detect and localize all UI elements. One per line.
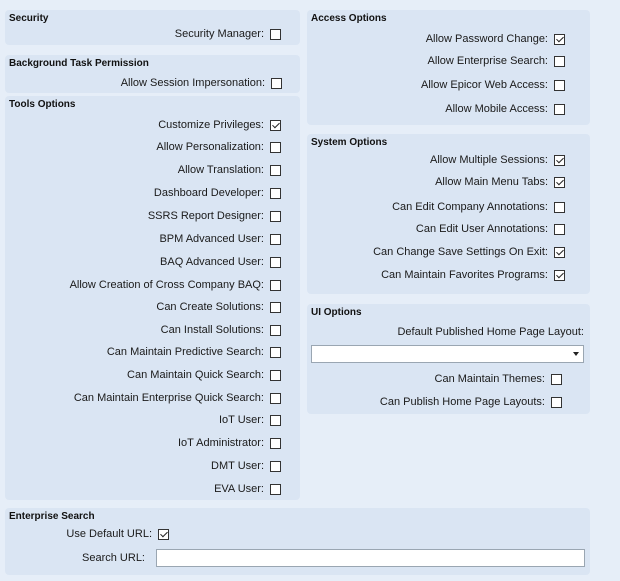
chevron-down-icon[interactable] [573,352,579,356]
can-maintain-themes-label: Can Maintain Themes: [434,373,545,385]
access-options-title: Access Options [311,13,387,24]
background-task-title: Background Task Permission [9,58,149,69]
tools-row [0,436,281,450]
allow-password-change-label: Allow Password Change: [425,33,548,45]
access-row [0,102,565,116]
can-maintain-favorites-programs-label: Can Maintain Favorites Programs: [381,269,548,281]
can-edit-company-annotations-checkbox[interactable] [554,202,565,213]
can-publish-home-page-layouts-checkbox[interactable] [551,397,562,408]
system-row [0,153,565,167]
default-layout-combo[interactable] [311,345,584,363]
can-maintain-quick-search-label: Can Maintain Quick Search: [127,369,264,381]
eva-user-checkbox[interactable] [270,484,281,495]
bpm-advanced-user-label: BPM Advanced User: [159,233,264,245]
layout-label-row [307,325,584,339]
eva-user-label: EVA User: [214,483,264,495]
use-default-url-checkbox[interactable] [158,529,169,540]
can-create-solutions-label: Can Create Solutions: [156,301,264,313]
ui-row [0,372,562,386]
tools-row [0,345,281,359]
ui-options-title: UI Options [311,307,362,318]
customize-privileges-checkbox[interactable] [270,120,281,131]
allow-multiple-sessions-checkbox[interactable] [554,155,565,166]
tools-row [0,323,281,337]
dmt-user-checkbox[interactable] [270,461,281,472]
allow-epicor-web-access-checkbox[interactable] [554,80,565,91]
enterprise-search-title: Enterprise Search [9,511,95,522]
tools-row [0,300,281,314]
baq-advanced-user-label: BAQ Advanced User: [160,256,264,268]
dashboard-developer-checkbox[interactable] [270,188,281,199]
allow-personalization-checkbox[interactable] [270,142,281,153]
allow-mobile-access-checkbox[interactable] [554,104,565,115]
tools-row [0,413,281,427]
allow-translation-label: Allow Translation: [177,164,264,176]
default-layout-label: Default Published Home Page Layout: [397,326,584,338]
allow-mobile-access-label: Allow Mobile Access: [445,103,548,115]
system-row [0,175,565,189]
iot-administrator-checkbox[interactable] [270,438,281,449]
system-row [0,200,565,214]
can-maintain-predictive-search-checkbox[interactable] [270,347,281,358]
customize-privileges-label: Customize Privileges: [158,119,264,131]
can-edit-company-annotations-label: Can Edit Company Annotations: [392,201,548,213]
ssrs-report-designer-label: SSRS Report Designer: [147,210,264,222]
access-row [0,78,565,92]
system-row [0,268,565,282]
tools-options-title: Tools Options [9,99,76,110]
access-row [0,32,565,46]
search-url-label: Search URL: [82,552,145,564]
can-publish-home-page-layouts-label: Can Publish Home Page Layouts: [379,396,545,408]
allow-multiple-sessions-label: Allow Multiple Sessions: [430,154,548,166]
security-manager-label: Security Manager: [174,28,264,40]
use-default-url-label: Use Default URL: [66,528,152,540]
allow-enterprise-search-label: Allow Enterprise Search: [427,55,548,67]
search-url-input[interactable] [156,549,585,567]
can-install-solutions-checkbox[interactable] [270,325,281,336]
tools-row [0,140,281,154]
access-row [0,54,565,68]
allow-main-menu-tabs-checkbox[interactable] [554,177,565,188]
tools-row [0,118,281,132]
can-maintain-enterprise-quick-search-label: Can Maintain Enterprise Quick Search: [73,392,264,404]
can-maintain-predictive-search-label: Can Maintain Predictive Search: [106,346,264,358]
security-title: Security [9,13,49,24]
ui-row [0,395,562,409]
allow-password-change-checkbox[interactable] [554,34,565,45]
allow-session-impersonation-label: Allow Session Impersonation: [120,77,265,89]
tools-row [0,459,281,473]
allow-epicor-web-access-label: Allow Epicor Web Access: [421,79,548,91]
tools-row [0,482,281,496]
can-create-solutions-checkbox[interactable] [270,302,281,313]
iot-user-checkbox[interactable] [270,415,281,426]
can-maintain-favorites-programs-checkbox[interactable] [554,270,565,281]
allow-main-menu-tabs-label: Allow Main Menu Tabs: [435,176,548,188]
can-edit-user-annotations-label: Can Edit User Annotations: [415,223,548,235]
use-default-url-row [5,527,169,541]
system-row [0,245,565,259]
dmt-user-label: DMT User: [211,460,264,472]
iot-administrator-label: IoT Administrator: [178,437,264,449]
system-options-title: System Options [311,137,388,148]
iot-user-label: IoT User: [218,414,264,426]
can-change-save-settings-on-exit-checkbox[interactable] [554,247,565,258]
dashboard-developer-label: Dashboard Developer: [153,187,264,199]
search-url-row [5,551,151,565]
allow-personalization-label: Allow Personalization: [156,141,264,153]
can-install-solutions-label: Can Install Solutions: [160,324,264,336]
allow-enterprise-search-checkbox[interactable] [554,56,565,67]
can-maintain-themes-checkbox[interactable] [551,374,562,385]
can-change-save-settings-on-exit-label: Can Change Save Settings On Exit: [373,246,548,258]
can-edit-user-annotations-checkbox[interactable] [554,224,565,235]
system-row [0,222,565,236]
allow-creation-of-cross-company-baq-label: Allow Creation of Cross Company BAQ: [69,279,264,291]
